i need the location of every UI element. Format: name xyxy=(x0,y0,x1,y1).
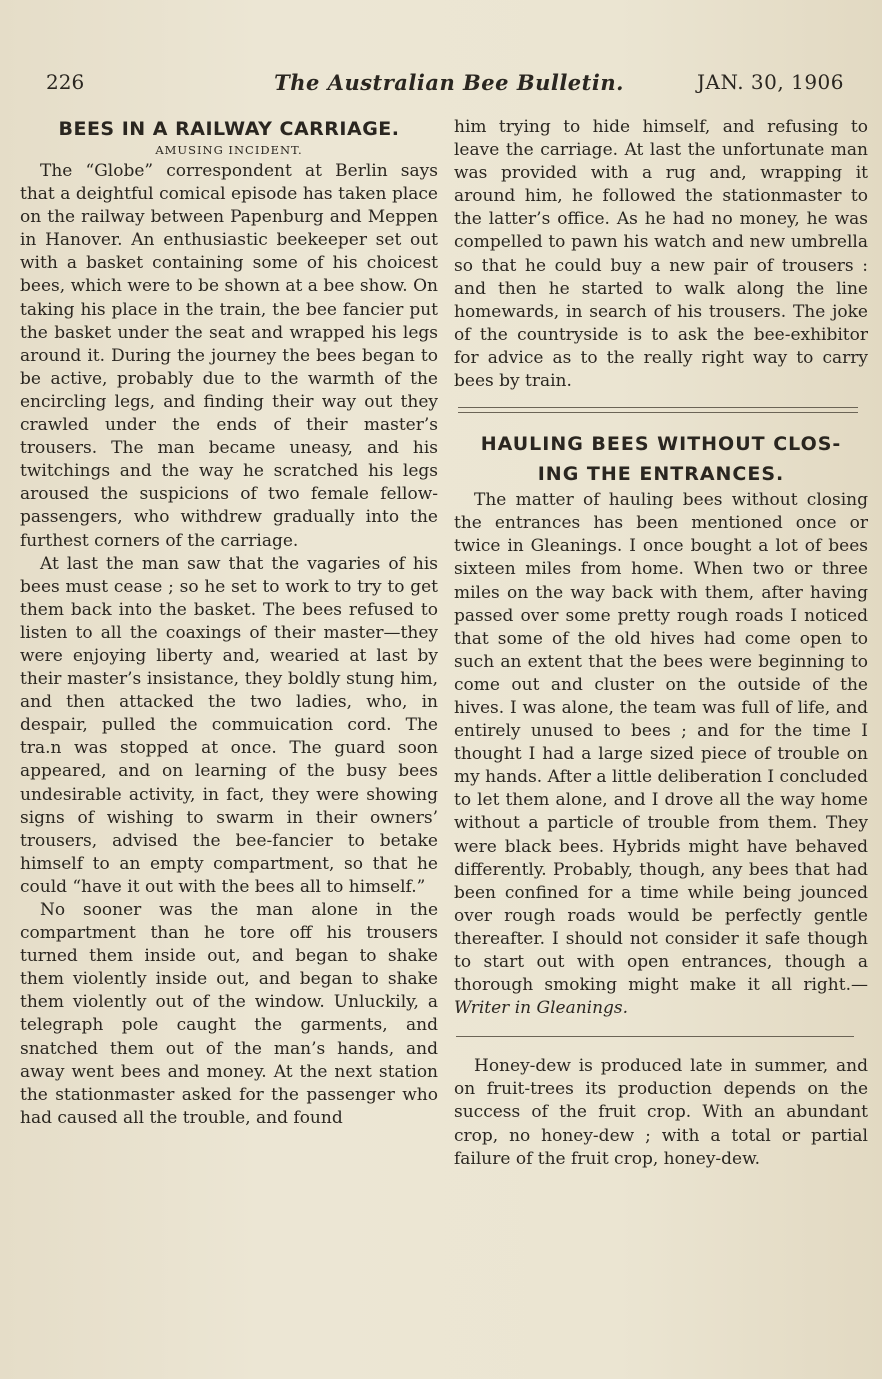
article-title-2-line-1: HAULING BEES WITHOUT CLOS- xyxy=(480,433,842,456)
article-title-2-line-2: ING THE ENTRANCES. xyxy=(537,463,785,486)
section-divider xyxy=(458,407,858,413)
right-column xyxy=(454,116,868,1171)
article-continuation: him trying to hide himself, and refusing to leave the carriage. At last the unfortunate man was provided with a rug and, wrapping it around him, he followed the stationmaster to the latter’s office. As he had no money, he was compelled to pawn his watch and new umbrella so that he could buy a new pair of trousers : and then he started to walk along the line homewards, in search of his trousers. The joke of the countryside is to ask the bee-exhibitor for advice as to the really right way to carry bees by train. xyxy=(454,117,868,392)
left-column xyxy=(20,116,438,1130)
article-title-2 xyxy=(454,429,868,489)
article-paragraph: The “Globe” correspondent at Berlin says that a deightful comical episode has taken place on the railway between Papenburg and Meppen in Hanover. An enthusiastic beekeeper set out with a basket containing some of his choicest bees, which were to be shown at a bee show. On taking his place in the train, the bee fancier put the basket under the seat and wrapped his legs around it. During the journey the bees began to be active, probably due to the warmth of the encircling legs, and finding their way out they crawled under the ends of their master’s trousers. The man became uneasy, and his twitchings and the way he scratched his legs aroused the suspicions of two female fellow-passengers, who withdrew gradually into the furthest corners of the carriage. xyxy=(20,161,438,551)
article-paragraph: At last the man saw that the vagaries of his bees must cease ; so he set to work to try to get them back into the basket. The bees refused to listen to all the coaxings of their master—they were enjoying liberty and, wearied at last by their master’s insistance, they boldly stung him, and then attacked the two ladies, who, in despair, pulled the commuication cord. The tra.n was stopped at once. The guard soon appeared, and on learning of the busy bees undesirable activity, in fact, they were showing signs of wishing to swarm in their owners’ trousers, advised the bee-fancier to betake himself to an empty compartment, so that he could “have it out with the bees all to himself.” xyxy=(20,553,438,897)
issue-date: JAN. 30, 1906 xyxy=(697,70,844,94)
article-2-byline: Writer in Gleanings. xyxy=(454,998,629,1019)
article-paragraph-2 xyxy=(454,489,868,1020)
article-paragraph-3: Honey-dew is produced late in summer, and on fruit-trees its production depends on the success of the fruit crop. With an abundant crop, no honey-dew ; with a total or partial failure of the fruit crop, honey-dew. xyxy=(454,1056,868,1169)
article-title: BEES IN A RAILWAY CARRIAGE. xyxy=(58,118,400,140)
page-header xyxy=(46,70,852,100)
article-paragraph: No sooner was the man alone in the compartment than he tore off his trousers turned them inside out, and began to shake them violently inside out, and began to shake them violently out of the window. Unluckily, a telegraph pole caught the garments, and snatched them out of the man’s hands, and away went bees and money. At the next station the stationmaster asked for the passenger who had caused all the trouble, and found xyxy=(20,900,438,1128)
publication-title: The Australian Bee Bulletin. xyxy=(274,70,624,95)
article-subtitle: AMUSING INCIDENT. xyxy=(155,143,303,157)
page-number: 226 xyxy=(46,70,85,94)
article-2-body: The matter of hauling bees without closing the entrances has been mentioned once or twice in Gleanings. I once bought a lot of bees sixteen miles from home. When two or three miles on the way back with them, after having passed over some pretty rough roads I noticed that some of the old hives had come open to such an extent that the bees were beginning to come out and cluster on the outside of the hives. I was alone, the team was full of life, and entirely unused to bees ; and for the time I thought I had a large sized piece of trouble on my hands. After a little deliberation I concluded to let them alone, and I drove all the way home without a particle of trouble from them. They were black bees. Hybrids might have behaved differently. Probably, though, any bees that had been confined for a time while being jounced over rough roads would be perfectly gentle thereafter. I should not consider it safe though to start out with open entrances, though a thorough smoking might make it all right.— xyxy=(454,490,868,996)
